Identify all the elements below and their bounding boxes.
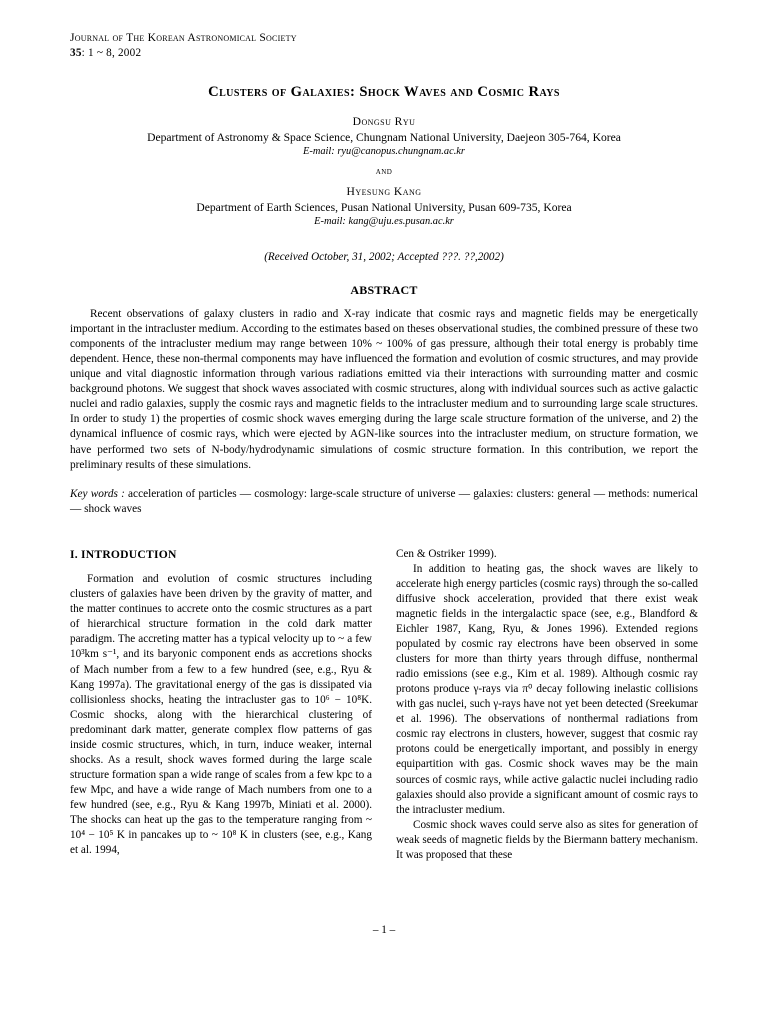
page-number: – 1 – bbox=[372, 924, 396, 936]
keywords-text: acceleration of particles — cosmology: large-scale structure of universe — galaxies: clusters: general — methods: numerical — shock waves bbox=[70, 487, 698, 515]
body-columns bbox=[70, 547, 698, 863]
column-left bbox=[70, 547, 372, 863]
paragraph: Formation and evolution of cosmic structures including clusters of galaxies have been driven by the gravity of matter, and the matter continues to accrete onto the cosmic structures as a part of hierarchical structure formation in the cold dark matter paradigm. The accreting matter has a typical velocity up to ~ a few 10³km s⁻¹, and its baryonic component ends as accretions shocks of Mach number from a few to a few hundred (see, e.g., Ryu & Kang 1997a). The gravitational energy of the gas is dissipated via collisionless shocks, heating the intracluster gas to 10⁶ − 10⁸K. Cosmic shocks, along with the hierarchical clustering of predominant dark matter, generate complex flow patterns of gas inside cosmic structures, which, in turn, induce weaker, internal shocks. As a result, shock waves formed during the large scale structure formation span a wide range of scales from a few kpc to a few Mpc, and have a wide range of Mach numbers from one to a few hundred (see, e.g., Ryu & Kang 1997b, Miniati et al. 2000). The shocks can heat up the gas to the temperature ranging from ~ 10⁴ − 10⁵ K in pancakes up to ~ 10⁸ K in clusters (see, e.g., Kang et al. 1994, bbox=[70, 573, 372, 857]
page-title: Clusters of Galaxies: Shock Waves and Cosmic Rays bbox=[208, 84, 560, 101]
author-affiliation: Department of Earth Sciences, Pusan National University, Pusan 609-735, Korea bbox=[196, 201, 572, 215]
abstract-text: Recent observations of galaxy clusters in radio and X-ray indicate that cosmic rays and magnetic fields may be energetically important in the intracluster medium. According to the estimates based on theses observational studies, the combined pressure of these two components of the intracluster medium may range between 10% ~ 100% of gas pressure, although their total energy is probably time dependent. Hence, these non-thermal components may have influenced the formation and evolution of cosmic structures, and may provide unique and vital diagnostic information through various radiations emitted via their interactions with surrounding matter and cosmic background photons. We suggest that shock waves associated with cosmic structures, along with individual sources such as active galactic nuclei and radio galaxies, supply the cosmic rays and magnetic fields to the intracluster medium and to surrounding large scale structures. In order to study 1) the properties of cosmic shock waves emerging during the large scale structure formation of the universe, and 2) the dynamical influence of cosmic rays, which were ejected by AGN-like sources into the intracluster medium, on structure formation, we have performed two sets of N-body/hydrodynamic simulations of cosmic structure formation. In this contribution, we report the preliminary results of these simulations. bbox=[70, 308, 698, 471]
author-block-2 bbox=[70, 185, 698, 227]
journal-name: Journal of The Korean Astronomical Society bbox=[70, 31, 297, 44]
journal-volume-rest: : 1 ~ 8, 2002 bbox=[81, 47, 142, 60]
author-email: E-mail: ryu@canopus.chungnam.ac.kr bbox=[303, 146, 465, 158]
author-conjunction: and bbox=[375, 166, 393, 178]
column-right bbox=[396, 547, 698, 863]
section-heading-introduction: I. INTRODUCTION bbox=[70, 547, 177, 561]
author-affiliation: Department of Astronomy & Space Science, Chungnam National University, Daejeon 305-764, Korea bbox=[147, 131, 621, 145]
author-name: Dongsu Ryu bbox=[352, 115, 416, 129]
author-email: E-mail: kang@uju.es.pusan.ac.kr bbox=[314, 216, 454, 228]
paragraph: Cen & Ostriker 1999). bbox=[396, 547, 497, 560]
journal-volume-number: 35 bbox=[70, 47, 82, 60]
abstract-heading: ABSTRACT bbox=[350, 283, 418, 298]
author-name: Hyesung Kang bbox=[346, 185, 422, 199]
keywords-label: Key words : bbox=[70, 487, 125, 500]
paragraph: Cosmic shock waves could serve also as sites for generation of weak seeds of magnetic fields by the Biermann battery mechanism. It was proposed that these bbox=[396, 818, 698, 861]
keywords bbox=[70, 487, 698, 517]
journal-volume-line bbox=[70, 46, 698, 62]
author-block-1 bbox=[70, 115, 698, 177]
received-date: (Received October, 31, 2002; Accepted ???. ??,2002) bbox=[264, 251, 504, 264]
paragraph: In addition to heating gas, the shock waves are likely to accelerate high energy particles (cosmic rays) through the so-called diffusive shock acceleration, provided that there exist weak magnetic fields in the intergalactic space (see, e.g., Blandford & Eichler 1987, Kang, Ryu, & Jones 1996). Extended regions populated by cosmic ray electrons have been observed in some clusters for more than thirty years through diffuse, nonthermal radio emissions (see e.g., Kim et al. 1989). Although cosmic ray protons produce γ-rays via π⁰ decay following inelastic collisions with gas nuclei, such γ-rays have not yet been detected (Sreekumar et al. 1996). The observations of nonthermal radiations from cosmic ray electrons in clusters, however, suggest that cosmic ray protons could be energetically important, and possibly in energy equipartition with gas. Cosmic shock waves may be the main sources of cosmic rays, while active galactic nuclei including radio galaxies should also provide a significant amount of cosmic rays to the intracluster medium. bbox=[396, 562, 698, 816]
journal-header bbox=[70, 30, 698, 62]
